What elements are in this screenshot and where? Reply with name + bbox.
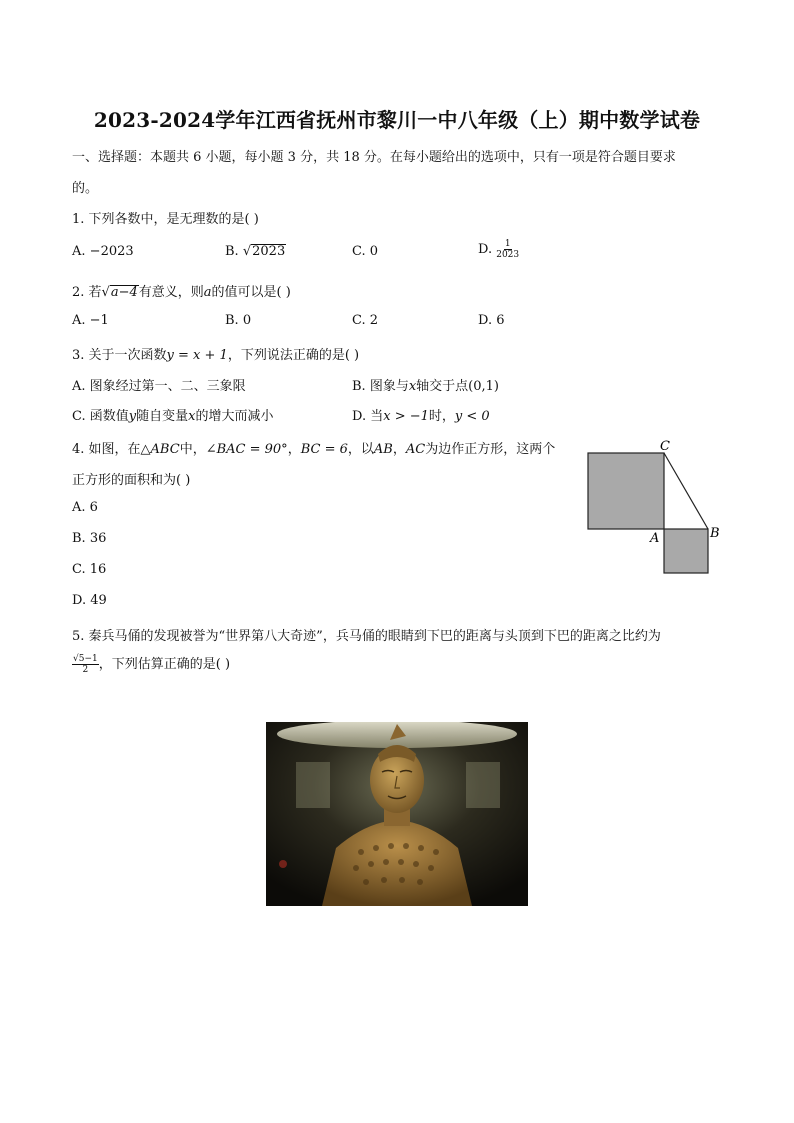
q3-option-c (72, 405, 273, 424)
question-3-stem (72, 344, 359, 363)
q1-option-a (72, 244, 134, 259)
q1-option-d (478, 239, 519, 260)
q3-option-c-var2: x (188, 409, 196, 424)
q4-option-a: A. 6 (72, 500, 98, 515)
q1-option-c (352, 244, 378, 259)
q1-option-b-label: B. (225, 244, 239, 259)
q4-option-c: C. 16 (72, 562, 107, 577)
q4-side-ac: AC (405, 442, 426, 457)
question-4-stem-line1 (72, 438, 555, 457)
q4-angle: ∠BAC = 90° (205, 442, 288, 457)
square-on-ac (588, 453, 664, 529)
q3-option-a: A. 图象经过第一、二、三象限 (72, 379, 246, 394)
q3-option-d (352, 405, 490, 424)
square-on-ab (664, 529, 708, 573)
q3-option-c-pre: C. 函数值 (72, 409, 129, 424)
q4-sep: ， (287, 442, 301, 457)
q5-stem-post: ，下列估算正确的是( ) (98, 657, 231, 672)
q2-radicand: a−4 (110, 285, 138, 300)
question-5-stem-line2 (72, 653, 230, 675)
q2-option-d: D. 6 (478, 313, 505, 328)
q2-option-c: C. 2 (352, 313, 379, 328)
q4-stem-mid: 中， (179, 442, 206, 457)
vertex-label-a: A (650, 531, 660, 546)
page-title: 2023-2024学年江西省抚州市黎川一中八年级（上）期中数学试卷 (93, 108, 701, 132)
q3-stem-pre: 3. 关于一次函数 (72, 348, 167, 363)
q1-option-b: B. √2023 (225, 244, 286, 259)
q3-stem-post: ，下列说法正确的是( ) (227, 348, 360, 363)
q1-option-d-label: D. (478, 242, 493, 257)
q3-option-d-condition: x > −1 (383, 409, 429, 424)
q3-option-b-pre: B. 图象与 (352, 379, 409, 394)
question-4-stem-line2: 正方形的面积和为( ) (72, 473, 191, 488)
q3-option-d-mid: 时， (428, 409, 455, 424)
q1-option-d-denominator: 2023 (496, 250, 520, 260)
q3-option-c-mid: 随自变量 (136, 409, 189, 424)
vertex-label-b: B (710, 526, 720, 541)
vertex-label-c: C (660, 439, 670, 454)
q5-fraction-numerator: √5−1 (73, 654, 98, 664)
q4-figure (580, 436, 720, 581)
question-2-stem: 2. 若√a−4有意义，则a的值可以是( ) (72, 285, 291, 300)
q3-option-c-var1: y (128, 409, 137, 424)
section-instructions-line1: 一、选择题：本题共 6 小题，每小题 3 分，共 18 分。在每小题给出的选项中，只有一项是符合题目要求 (72, 150, 676, 165)
q1-option-c-label: C. (352, 244, 366, 259)
q2-option-a: A. −1 (72, 313, 109, 328)
q4-side-ab: AB (373, 442, 393, 457)
question-1-stem: 1. 下列各数中，是无理数的是( ) (72, 212, 259, 227)
q4-stem-pre: 4. 如图，在 (72, 442, 141, 457)
q2-stem-post: 的值可以是( ) (211, 285, 291, 300)
q5-fraction-denominator: 2 (82, 665, 89, 675)
q3-option-b-post: 轴交于点(0,1) (416, 379, 499, 394)
q4-bc-length: BC = 6 (300, 442, 348, 457)
q4-comma: ， (392, 442, 406, 457)
q1-option-b-value: 2023 (252, 244, 286, 259)
hypotenuse-bc (664, 453, 708, 529)
q1-option-a-value: −2023 (89, 244, 134, 259)
q3-function-expression: y = x + 1 (166, 348, 228, 363)
q4-option-d: D. 49 (72, 593, 107, 608)
q4-triangle: △ABC (140, 442, 180, 457)
q2-option-b: B. 0 (225, 313, 252, 328)
q4-option-b: B. 36 (72, 531, 107, 546)
section-instructions-line2: 的。 (72, 181, 99, 196)
question-5-stem-line1: 5. 秦兵马俑的发现被誉为“世界第八大奇迹”，兵马俑的眼睛到下巴的距离与头顶到下巴的距离之比约为 (72, 629, 661, 644)
q1-option-c-value: 0 (369, 244, 379, 259)
q3-option-b (352, 375, 499, 394)
q3-option-d-pre: D. 当 (352, 409, 384, 424)
q1-option-d-numerator: 1 (504, 239, 511, 249)
q5-golden-ratio-fraction (72, 654, 99, 675)
q2-stem-pre: 2. 若 (72, 285, 102, 300)
q2-variable: a (203, 285, 212, 300)
terracotta-warrior-photo (266, 722, 528, 906)
q3-option-d-result: y < 0 (454, 409, 490, 424)
q1-option-a-label: A. (72, 244, 86, 259)
q4-stem-end: 为边作正方形，这两个 (425, 442, 556, 457)
q3-option-b-var: x (408, 379, 417, 394)
q3-option-c-post: 的增大而减小 (195, 409, 274, 424)
q2-stem-mid: 有意义，则 (138, 285, 204, 300)
q4-stem-post: ，以 (347, 442, 374, 457)
